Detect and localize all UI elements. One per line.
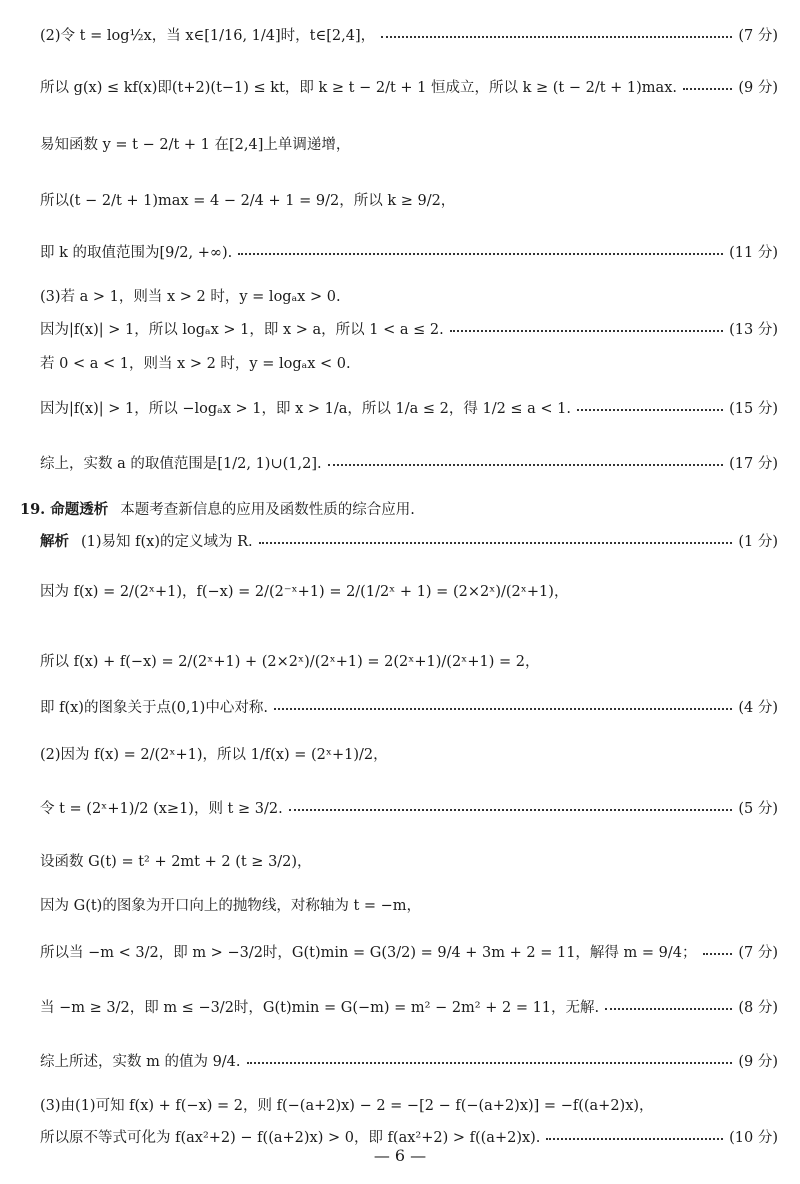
- score: (10 分): [729, 1130, 778, 1146]
- solution-line: 因为|f(x)| > 1，所以 −logₐx > 1，即 x > 1/a，所以 1/a ≤ 2，得 1/2 ≤ a < 1. (15 分): [40, 397, 778, 418]
- section-label: 解析: [40, 533, 69, 550]
- dot-leader: [546, 1138, 723, 1140]
- score: (7 分): [738, 945, 778, 961]
- solution-line: 若 0 < a < 1，则当 x > 2 时，y = logₐx < 0.: [40, 356, 351, 372]
- solution-line: 当 −m ≥ 3/2，即 m ≤ −3/2时，G(t)min = G(−m) = m² − 2m² + 2 = 11，无解. (8 分): [40, 996, 778, 1017]
- solution-line: 即 k 的取值范围为[9/2, +∞). (11 分): [40, 241, 778, 262]
- score: (5 分): [738, 801, 778, 817]
- section-label: 19. 命题透析: [20, 501, 109, 518]
- solution-line: 所以原不等式可化为 f(ax²+2) − f((a+2)x) > 0，即 f(ax²+2) > f((a+2)x). (10 分): [40, 1126, 778, 1147]
- dot-leader: [683, 88, 732, 90]
- score: (13 分): [729, 322, 778, 338]
- solution-line: 易知函数 y = t − 2/t + 1 在[2,4]上单调递增，: [40, 137, 351, 153]
- solution-line: 所以(t − 2/t + 1)max = 4 − 2/4 + 1 = 9/2，所以 k ≥ 9/2，: [40, 193, 456, 209]
- score: (7 分): [738, 28, 778, 44]
- question-heading: 19. 命题透析 本题考查新信息的应用及函数性质的综合应用.: [20, 498, 778, 519]
- dot-leader: [381, 36, 732, 38]
- solution-line: 综上所述，实数 m 的值为 9/4. (9 分): [40, 1050, 778, 1071]
- score: (9 分): [738, 80, 778, 96]
- solution-line: 所以当 −m < 3/2，即 m > −3/2时，G(t)min = G(3/2) = 9/4 + 3m + 2 = 11，解得 m = 9/4； (7 分): [40, 941, 778, 962]
- score: (17 分): [729, 456, 778, 472]
- dot-leader: [328, 464, 724, 466]
- dot-leader: [238, 253, 723, 255]
- dot-leader: [703, 953, 733, 955]
- dot-leader: [605, 1008, 732, 1010]
- score: (9 分): [738, 1054, 778, 1070]
- solution-line: (2)令 t = log½x，当 x∈[1/16, 1/4]时，t∈[2,4]， (7 分): [40, 24, 778, 45]
- dot-leader: [247, 1062, 733, 1064]
- dot-leader: [259, 542, 733, 544]
- solution-line: (2)因为 f(x) = 2/(2ˣ+1)，所以 1/f(x) = (2ˣ+1)/2，: [40, 747, 388, 763]
- solution-line: (3)若 a > 1，则当 x > 2 时，y = logₐx > 0.: [40, 289, 341, 305]
- solution-line: 令 t = (2ˣ+1)/2 (x≥1)，则 t ≥ 3/2. (5 分): [40, 797, 778, 818]
- score: (11 分): [729, 245, 778, 261]
- score: (8 分): [738, 1000, 778, 1016]
- solution-line: 设函数 G(t) = t² + 2mt + 2 (t ≥ 3/2)，: [40, 854, 312, 870]
- solution-line: 综上，实数 a 的取值范围是[1/2, 1)∪(1,2]. (17 分): [40, 452, 778, 473]
- dot-leader: [577, 409, 723, 411]
- solution-line: 因为 G(t)的图象为开口向上的抛物线，对称轴为 t = −m，: [40, 898, 422, 914]
- dot-leader: [274, 708, 732, 710]
- solution-line: (3)由(1)可知 f(x) + f(−x) = 2，则 f(−(a+2)x) − 2 = −[2 − f(−(a+2)x)] = −f((a+2)x)，: [40, 1098, 654, 1114]
- dot-leader: [289, 809, 733, 811]
- dot-leader: [450, 330, 723, 332]
- score: (15 分): [729, 401, 778, 417]
- page-number: — 6 —: [373, 1146, 427, 1165]
- solution-line: 所以 f(x) + f(−x) = 2/(2ˣ+1) + (2×2ˣ)/(2ˣ+1) = 2(2ˣ+1)/(2ˣ+1) = 2，: [40, 654, 540, 670]
- score: (1 分): [738, 534, 778, 550]
- solution-line: 因为 f(x) = 2/(2ˣ+1)，f(−x) = 2/(2⁻ˣ+1) = 2/(1/2ˣ + 1) = (2×2ˣ)/(2ˣ+1)，: [40, 584, 569, 600]
- score: (4 分): [738, 700, 778, 716]
- solution-line: 解析 (1)易知 f(x)的定义域为 R. (1 分): [40, 530, 778, 551]
- solution-line: 因为|f(x)| > 1，所以 logₐx > 1，即 x > a，所以 1 < a ≤ 2. (13 分): [40, 318, 778, 339]
- solution-line: 即 f(x)的图象关于点(0,1)中心对称. (4 分): [40, 696, 778, 717]
- solution-line: 所以 g(x) ≤ kf(x)即(t+2)(t−1) ≤ kt，即 k ≥ t − 2/t + 1 恒成立，所以 k ≥ (t − 2/t + 1)max. (9 分): [40, 76, 778, 97]
